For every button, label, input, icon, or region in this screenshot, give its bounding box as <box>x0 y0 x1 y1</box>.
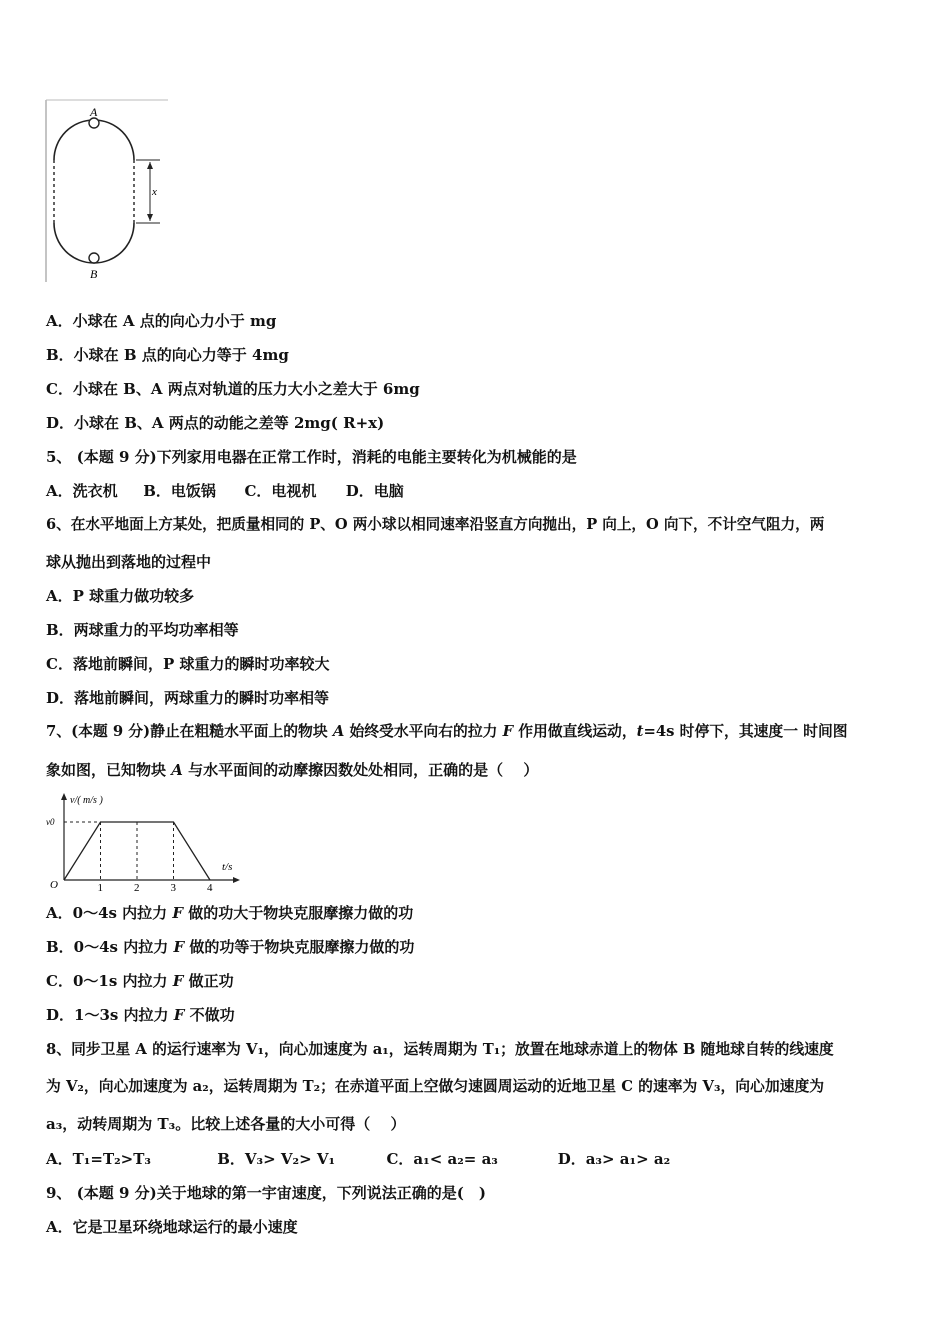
q4-option-b: B．小球在 B 点的向心力等于 4mg <box>46 346 289 364</box>
y-axis-label: v/( m/s ) <box>70 795 103 806</box>
q5-option-c: C．电视机 <box>244 482 317 500</box>
label-x: x <box>152 186 157 198</box>
q7-option-c-pre: C．0～1s 内拉力 <box>46 972 173 990</box>
x-axis-label: t/s <box>222 861 233 873</box>
q7-option-c <box>46 971 234 991</box>
track-figure <box>44 98 174 284</box>
v0-label: v0 <box>46 817 55 827</box>
q7-stem-text-1: 7、(本题 9 分)静止在粗糙水平面上的物块 <box>46 723 333 740</box>
q7-option-b-post: 做的功等于物块克服摩擦力做的功 <box>184 938 415 956</box>
q8-stem-line3: a₃，动转周期为 T₃。比较上述各量的大小可得（ ） <box>46 1115 406 1133</box>
x-tick-label-3: 3 <box>170 882 176 892</box>
q6-option-d: D．落地前瞬间，两球重力的瞬时功率相等 <box>46 689 330 707</box>
q5-stem: 5、 (本题 9 分)下列家用电器在正常工作时，消耗的电能主要转化为机械能的是 <box>46 448 577 466</box>
q6-option-a: A．P 球重力做功较多 <box>46 587 195 605</box>
q7-option-b-var: F <box>173 938 185 956</box>
x-tick-label-1: 1 <box>97 882 103 892</box>
label-a: A <box>90 105 98 119</box>
q7-var-f: F <box>502 723 514 740</box>
q7-stem-line2 <box>46 760 538 780</box>
x-axis-arrow <box>233 877 240 883</box>
q8-option-b: B．V₃> V₂> V₁ <box>217 1150 336 1168</box>
dimension-arrow-down <box>147 214 153 221</box>
q7-stem-text-4: =4s 时停下，其速度一 时间图 <box>643 723 848 740</box>
q8-option-c: C．a₁< a₂= a₃ <box>386 1150 498 1168</box>
q7-option-a-pre: A．0～4s 内拉力 <box>46 904 173 922</box>
q8-option-a: A．T₁=T₂>T₃ <box>46 1150 151 1168</box>
ball-a <box>89 118 99 128</box>
x-tick-label-4: 4 <box>207 882 213 892</box>
q7-option-a <box>46 903 413 923</box>
q5-option-d: D．电脑 <box>345 482 404 500</box>
q8-stem-line2: 为 V₂，向心加速度为 a₂，运转周期为 T₂；在赤道平面上空做匀速圆周运动的近地卫星 C 的速率为 V₃，向心加速度为 <box>46 1078 825 1095</box>
q7-stem-text-6: 与水平面间的动摩擦因数处处相同，正确的是（ ） <box>182 761 539 779</box>
origin-label: O <box>50 879 58 891</box>
q8-option-d: D．a₃> a₁> a₂ <box>557 1150 671 1168</box>
q9-stem: 9、 (本题 9 分)关于地球的第一宇宙速度，下列说法正确的是( ) <box>46 1184 486 1202</box>
q7-option-d <box>46 1005 235 1025</box>
q7-var-a-2: A <box>171 761 183 779</box>
velocity-time-chart <box>44 790 244 892</box>
q7-var-t: t <box>636 723 644 740</box>
q5-options <box>46 481 404 501</box>
q7-option-d-post: 不做功 <box>184 1006 235 1024</box>
q5-option-b: B．电饭锅 <box>143 482 216 500</box>
q7-stem-text-2: 始终受水平向右的拉力 <box>344 723 503 740</box>
q7-option-a-var: F <box>172 904 184 922</box>
q7-stem-text-5: 象如图，已知物块 <box>46 761 172 779</box>
label-b: B <box>90 267 98 281</box>
q7-option-b-pre: B．0～4s 内拉力 <box>46 938 174 956</box>
q7-var-a: A <box>332 723 345 740</box>
q6-option-c: C．落地前瞬间，P 球重力的瞬时功率较大 <box>46 655 330 673</box>
q7-option-c-post: 做正功 <box>183 972 234 990</box>
ball-b <box>89 253 99 263</box>
q7-option-d-pre: D．1～3s 内拉力 <box>46 1006 174 1024</box>
q4-option-d: D．小球在 B、A 两点的动能之差等 2mg( R+x) <box>46 414 385 432</box>
q8-options <box>46 1149 670 1169</box>
q6-stem-line2: 球从抛出到落地的过程中 <box>46 553 212 571</box>
q7-option-a-post: 做的功大于物块克服摩擦力做的功 <box>183 904 414 922</box>
q4-option-c: C．小球在 B、A 两点对轨道的压力大小之差大于 6mg <box>46 380 420 398</box>
q6-stem-line1: 6、在水平地面上方某处，把质量相同的 P、O 两小球以相同速率沿竖直方向抛出，P 向上，O 向下，不计空气阻力，两 <box>46 516 825 533</box>
q9-option-a: A．它是卫星环绕地球运行的最小速度 <box>46 1218 298 1236</box>
y-axis-arrow <box>61 793 67 800</box>
q7-option-d-var: F <box>173 1006 185 1024</box>
q7-option-c-var: F <box>172 972 184 990</box>
q6-option-b: B．两球重力的平均功率相等 <box>46 621 239 639</box>
q7-stem-text-3: 作用做直线运动， <box>513 723 637 740</box>
q7-stem-line1 <box>46 722 848 742</box>
q8-stem-line1: 8、同步卫星 A 的运行速率为 V₁，向心加速度为 a₁，运转周期为 T₁；放置在地球赤道上的物体 B 随地球自转的线速度 <box>46 1041 834 1058</box>
x-tick-label-2: 2 <box>134 882 140 892</box>
dimension-arrow-up <box>147 162 153 169</box>
q4-option-a: A．小球在 A 点的向心力小于 mg <box>46 312 277 330</box>
q7-option-b <box>46 937 414 957</box>
q5-option-a: A．洗衣机 <box>46 482 118 500</box>
